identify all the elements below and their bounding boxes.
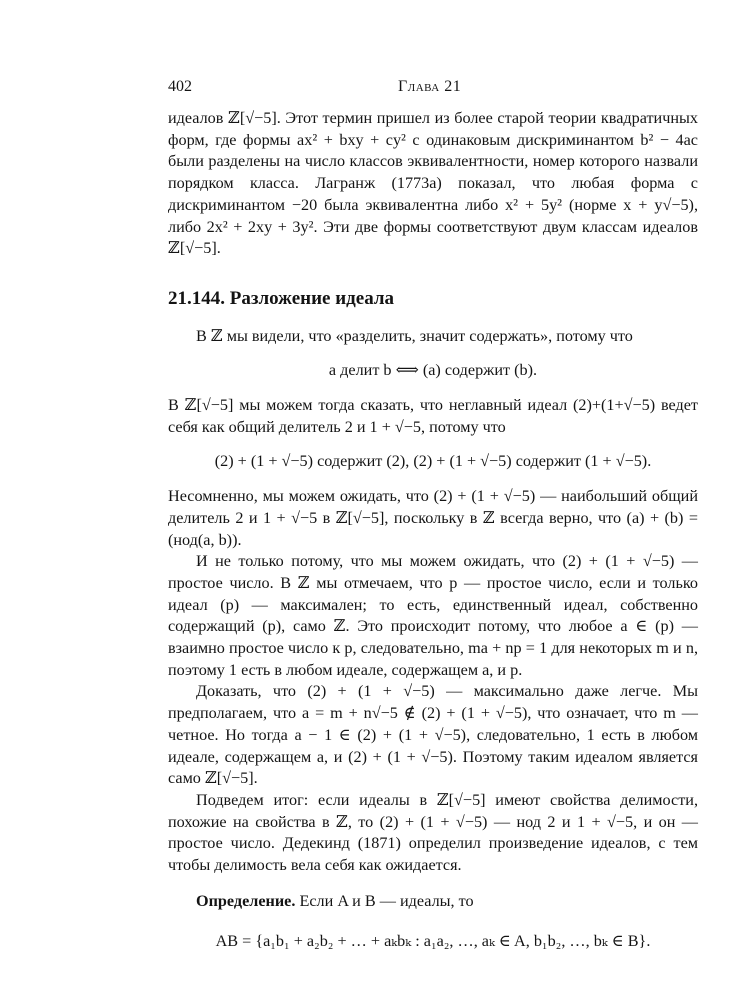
section-heading: 21.144. Разложение идеала (168, 287, 395, 309)
page-number: 402 (168, 78, 192, 95)
paragraph-6: Доказать, что (2) + (1 + √−5) — максимально даже легче. Мы предполагаем, что a = m + n√−5 ∉ (2) + (1 + √−5), что означает, что m — четное. Но тогда a − 1 ∈ (2) + (1 + √−5), следовательно, 1 есть в любом идеале, содержащем a, и (2) + (1 + √−5). Поэтому таким идеалом является само ℤ[√−5]. (168, 682, 698, 788)
main-text (168, 108, 698, 952)
chapter-title: Глава 21 (398, 78, 462, 95)
definition-label: Определение. (196, 891, 296, 910)
formula-contains: (2) + (1 + √−5) содержит (2), (2) + (1 + √−5) содержит (1 + √−5). (214, 452, 652, 471)
formula-divides: a делит b ⟺ (a) содержит (b). (328, 361, 538, 380)
definition (168, 891, 698, 913)
paragraph-3: В ℤ[√−5] мы можем тогда сказать, что неглавный идеал (2)+(1+√−5) ведет себя как общий делитель 2 и 1 + √−5, потому что (168, 396, 698, 436)
running-header (168, 78, 698, 100)
paragraph-1: идеалов ℤ[√−5]. Этот термин пришел из более старой теории квадратичных форм, где формы ax² + bxy + cy² с одинаковым дискриминантом b² − 4ac были разделены на число классов эквивалентности, номер которого назвали порядком класса. Лагранж (1773a) показал, что любая форма с дискриминантом −20 была эквивалентна либо x² + 5y² (норме x + y√−5), либо 2x² + 2xy + 3y². Эти две формы соответствуют двум классам идеалов ℤ[√−5]. (168, 109, 698, 258)
definition-text: Если A и B — идеалы, то (299, 891, 474, 910)
paragraph-5: И не только потому, что мы можем ожидать, что (2) + (1 + √−5) — простое число. В ℤ мы отмечаем, что p — простое число, если и только идеал (p) — максимален; то есть, единственный идеал, собственно содержащий (p), само ℤ. Это происходит потому, что любое a ∈ (p) — взаимно простое число к p, следовательно, ma + np = 1 для некоторых m и n, поэтому 1 есть в любом идеале, содержащем a, и p. (168, 552, 698, 679)
paragraph-4: Несомненно, мы можем ожидать, что (2) + (1 + √−5) — наибольший общий делитель 2 и 1 + √−5 в ℤ[√−5], поскольку в ℤ всегда верно, что (a) + (b) = (нод(a, b)). (168, 487, 698, 549)
paragraph-7: Подведем итог: если идеалы в ℤ[√−5] имеют свойства делимости, похожие на свойства в ℤ, то (2) + (1 + √−5) — нод 2 и 1 + √−5, и он — простое число. Дедекинд (1871) определил произведение идеалов, с тем чтобы делимость вела себя как ожидается. (168, 790, 698, 875)
paragraph-2: В ℤ мы видели, что «разделить, значит содержать», потому что (196, 326, 633, 345)
formula-product: AB = {a₁b₁ + a₂b₂ + … + aₖbₖ : a₁a₂, …, aₖ ∈ A, b₁b₂, …, bₖ ∈ B}. (215, 931, 651, 950)
